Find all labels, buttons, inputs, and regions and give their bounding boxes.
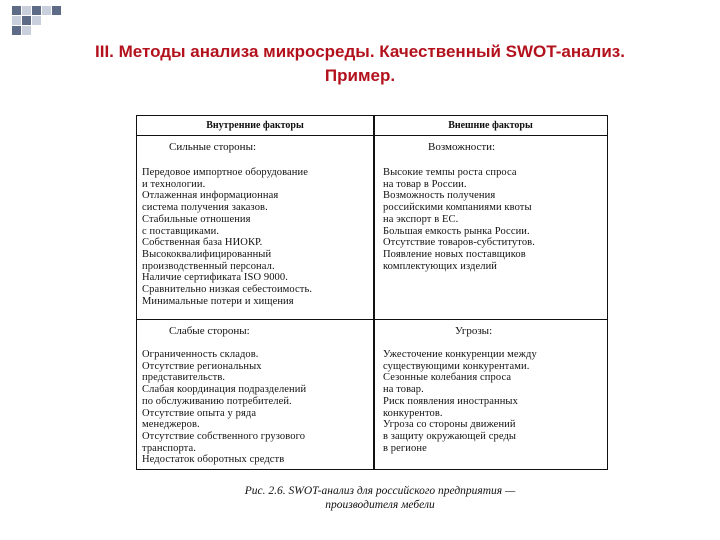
weaknesses-item: менеджеров.: [142, 419, 200, 431]
threats-item: Угроза со стороны движений: [383, 419, 516, 431]
threats-item: существующими конкурентами.: [383, 360, 530, 372]
opportunities-item: российскими компаниями квоты: [383, 202, 532, 214]
weaknesses-item: Слабая координация подразделений: [142, 384, 307, 396]
opportunities-item: Высокие темпы роста спроса: [383, 167, 517, 178]
slide-title: [0, 40, 720, 88]
strengths-item: Сравнительно низкая себестоимость.: [142, 284, 313, 296]
weaknesses-item: по обслуживанию потребителей.: [142, 395, 292, 407]
strengths-item: система получения заказов.: [142, 202, 268, 214]
middle-divider: [137, 319, 607, 320]
weaknesses-item: Отсутствие опыта у ряда: [142, 407, 257, 419]
slide-title-line-2: Пример.: [324, 66, 396, 85]
threats-item: в защиту окружающей среды: [383, 430, 517, 442]
threats-item: Риск появления иностранных: [383, 395, 518, 407]
swot-table: [136, 115, 608, 470]
strengths-item: Стабильные отношения: [142, 213, 251, 225]
strengths-list: [142, 167, 312, 307]
caption-line-2: производителя мебели: [325, 499, 435, 511]
strengths-item: Передовое импортное оборудование: [142, 167, 308, 178]
opportunities-item: Возможность получения: [383, 190, 496, 202]
weaknesses-item: Ограниченность складов.: [142, 349, 259, 360]
strengths-title: Сильные стороны:: [169, 141, 257, 153]
strengths-item: Отлаженная информационная: [142, 190, 279, 202]
threats-item: на товар.: [383, 384, 424, 396]
opportunities-item: Большая емкость рынка России.: [383, 225, 530, 237]
strengths-item: и технологии.: [142, 178, 206, 190]
weaknesses-item: Отсутствие собственного грузового: [142, 430, 306, 442]
strengths-item: производственный персонал.: [142, 260, 275, 272]
threats-item: в регионе: [383, 442, 427, 454]
threats-item: Ужесточение конкуренции между: [383, 349, 537, 360]
opportunities-item: на экспорт в ЕС.: [383, 213, 459, 225]
figure-caption: [160, 484, 600, 512]
opportunities-list: [383, 167, 535, 272]
weaknesses-item: транспорта.: [142, 442, 196, 454]
header-external-factors: Внешние факторы: [448, 120, 533, 131]
strengths-item: Высококвалифицированный: [142, 248, 272, 260]
weaknesses-title: Слабые стороны:: [169, 325, 250, 337]
threats-title: Угрозы:: [455, 325, 493, 337]
table-divider-vertical: [373, 116, 375, 469]
strengths-item: Минимальные потери и хищения: [142, 295, 294, 307]
caption-line-1: Рис. 2.6. SWOT-анализ для российского предприятия —: [244, 485, 516, 497]
opportunities-item: Появление новых поставщиков: [383, 248, 526, 260]
weaknesses-item: представительств.: [142, 372, 226, 384]
strengths-item: Наличие сертификата ISO 9000.: [142, 272, 288, 284]
opportunities-item: Отсутствие товаров-субститутов.: [383, 237, 535, 249]
threats-item: конкурентов.: [383, 407, 443, 419]
strengths-item: с поставщиками.: [142, 225, 220, 237]
threats-list: [383, 349, 537, 454]
header-divider: [137, 135, 607, 136]
weaknesses-item: Недостаток оборотных средств: [142, 454, 285, 466]
weaknesses-item: Отсутствие региональных: [142, 360, 262, 372]
opportunities-item: комплектующих изделий: [383, 260, 498, 272]
header-internal-factors: Внутренние факторы: [206, 120, 304, 131]
opportunities-title: Возможности:: [428, 141, 496, 153]
strengths-item: Собственная база НИОКР.: [142, 237, 263, 249]
slide-title-line-1: III. Методы анализа микросреды. Качественный SWOT-анализ.: [95, 42, 625, 61]
threats-item: Сезонные колебания спроса: [383, 372, 512, 384]
opportunities-item: на товар в России.: [383, 178, 467, 190]
decorative-checker-pattern: [0, 0, 720, 40]
weaknesses-list: [142, 349, 306, 466]
